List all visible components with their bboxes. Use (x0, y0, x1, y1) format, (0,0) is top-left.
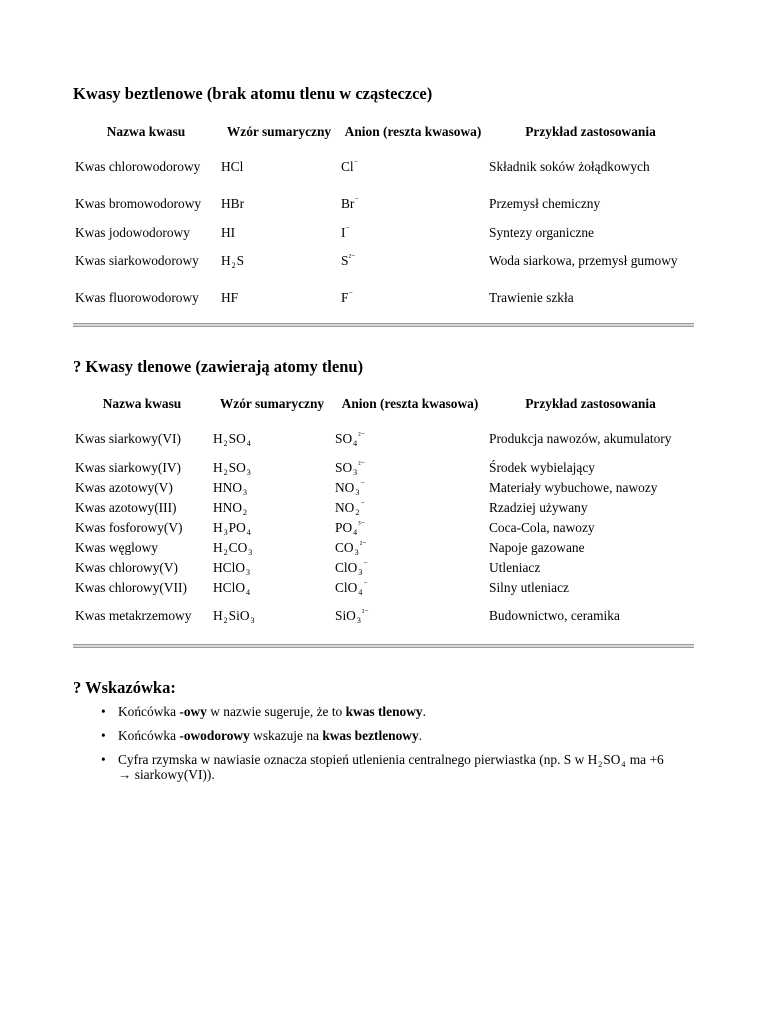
acid-name: Kwas siarkowy(IV) (75, 459, 181, 475)
acid-anion: I⁻ (341, 223, 350, 240)
list-item: • Cyfra rzymska w nawiasie oznacza stopień utlenienia centralnego pierwiastka (np. S w $H_2SO_4$ ma +6 → siarkowy(VI)). (73, 752, 673, 782)
acid-name: Kwas chlorowodorowy (75, 159, 201, 174)
acid-formula: HClO$_3$ (213, 559, 250, 577)
table-row (73, 517, 694, 537)
list-item: • Końcówka -owy w nazwie sugeruje, że to kwas tlenowy. (73, 704, 673, 719)
acid-name: Kwas jodowodorowy (75, 224, 190, 240)
acid-name: Kwas chlorowy(VII) (75, 579, 187, 595)
acid-anion: $S^{^{2-}}$ (341, 252, 356, 268)
acid-anion: ClO$_4$⁻ (335, 578, 368, 597)
acid-use: Środek wybielający (489, 459, 595, 475)
acid-use: Syntezy organiczne (489, 224, 594, 240)
acid-anion: Cl⁻ (341, 158, 359, 174)
acid-name: Kwas fosforowy(V) (75, 519, 183, 535)
acid-use: Produkcja nawozów, akumulatory (489, 431, 672, 446)
acid-use: Utleniacz (489, 559, 541, 575)
acid-name: Kwas siarkowodorowy (75, 253, 199, 268)
section-divider (73, 323, 694, 327)
acid-formula: $H_2SO_4$ (213, 431, 251, 448)
acid-formula: HBr (221, 196, 245, 211)
acid-formula: $H_2S$ (221, 253, 245, 270)
table-row (73, 279, 694, 316)
acid-use: Składnik soków żołądkowych (489, 159, 650, 174)
tips-title: ? Wskazówka: (73, 678, 176, 697)
section2-title: ? Kwasy tlenowe (zawierają atomy tlenu) (73, 357, 364, 376)
acid-name: Kwas azotowy(III) (75, 499, 177, 515)
acid-anion: $CO_3^{^{2-}}$ (335, 538, 367, 557)
header-anion: Anion (reszta kwasowa) (341, 395, 479, 411)
table-row (73, 185, 694, 222)
acid-use: Przemysł chemiczny (489, 196, 601, 211)
acid-formula: $HNO_2$ (213, 499, 248, 517)
acid-formula: $H_2SiO_3$ (213, 608, 255, 625)
acid-use: Coca-Cola, nawozy (489, 519, 595, 535)
acid-anion: $NO_2^{^-}$ (335, 498, 365, 517)
acid-name: Kwas fluorowodorowy (75, 290, 199, 305)
acid-name: Kwas chlorowy(V) (75, 559, 179, 575)
acid-formula: HI (221, 224, 236, 240)
table-oxygen-free-acids (73, 114, 694, 316)
table-row (73, 577, 694, 597)
section1-title: Kwasy beztlenowe (brak atomu tlenu w cząsteczce) (73, 84, 433, 103)
acid-name: Kwas metakrzemowy (75, 608, 192, 623)
header-name: Nazwa kwasu (102, 395, 182, 411)
table-row (73, 597, 694, 634)
table-row (73, 148, 694, 185)
table-row (73, 477, 694, 497)
table-row (73, 537, 694, 557)
acid-formula: HCl (221, 159, 244, 174)
table-oxo-acids (73, 386, 694, 634)
acid-anion: ClO$_3$⁻ (335, 558, 368, 577)
acid-formula: HClO$_4$ (213, 579, 250, 597)
acid-name: Kwas azotowy(V) (75, 479, 173, 495)
header-anion: Anion (reszta kwasowa) (344, 123, 482, 139)
section-divider (73, 644, 694, 648)
table-row (73, 557, 694, 577)
table-row (73, 420, 694, 457)
tips-list (73, 704, 673, 791)
acid-anion: $PO_4^{^{3-}}$ (335, 518, 366, 537)
acid-anion: $SO_4^{^{2-}}$ (335, 430, 366, 448)
acid-anion: $SO_3^{^{2-}}$ (335, 458, 366, 477)
acid-use: Budownictwo, ceramika (489, 608, 620, 623)
header-formula: Wzór sumaryczny (219, 395, 325, 411)
acid-anion: Br⁻ (341, 195, 359, 211)
acid-use: Woda siarkowa, przemysł gumowy (489, 253, 678, 268)
acid-name: Kwas bromowodorowy (75, 196, 202, 211)
acid-anion: $NO_3^{^-}$ (335, 478, 365, 497)
header-use: Przykład zastosowania (525, 123, 656, 139)
header-formula: Wzór sumaryczny (226, 123, 332, 139)
acid-use: Materiały wybuchowe, nawozy (489, 479, 658, 495)
acid-formula: HF (221, 290, 239, 305)
table-row (73, 497, 694, 517)
header-use: Przykład zastosowania (525, 395, 656, 411)
acid-formula: $H_2SO_3$ (213, 459, 251, 477)
table-row (73, 222, 694, 242)
acid-formula: $HNO_3$ (213, 479, 248, 497)
table-row (73, 457, 694, 477)
header-name: Nazwa kwasu (106, 123, 186, 139)
acid-use: Silny utleniacz (489, 579, 569, 595)
acid-formula: $H_3PO_4$ (213, 519, 251, 537)
acid-use: Trawienie szkła (489, 290, 574, 305)
acid-formula: $H_2CO_3$ (213, 539, 253, 557)
table-row (73, 242, 694, 279)
acid-anion: SiO$_3^{^{2-}}$ (335, 607, 369, 625)
acid-use: Napoje gazowane (489, 539, 585, 555)
acid-anion: F⁻ (341, 289, 353, 305)
acid-name: Kwas węglowy (75, 539, 158, 555)
acid-use: Rzadziej używany (489, 499, 588, 515)
list-item: • Końcówka -owodorowy wskazuje na kwas beztlenowy. (73, 728, 673, 743)
acid-name: Kwas siarkowy(VI) (75, 431, 181, 446)
